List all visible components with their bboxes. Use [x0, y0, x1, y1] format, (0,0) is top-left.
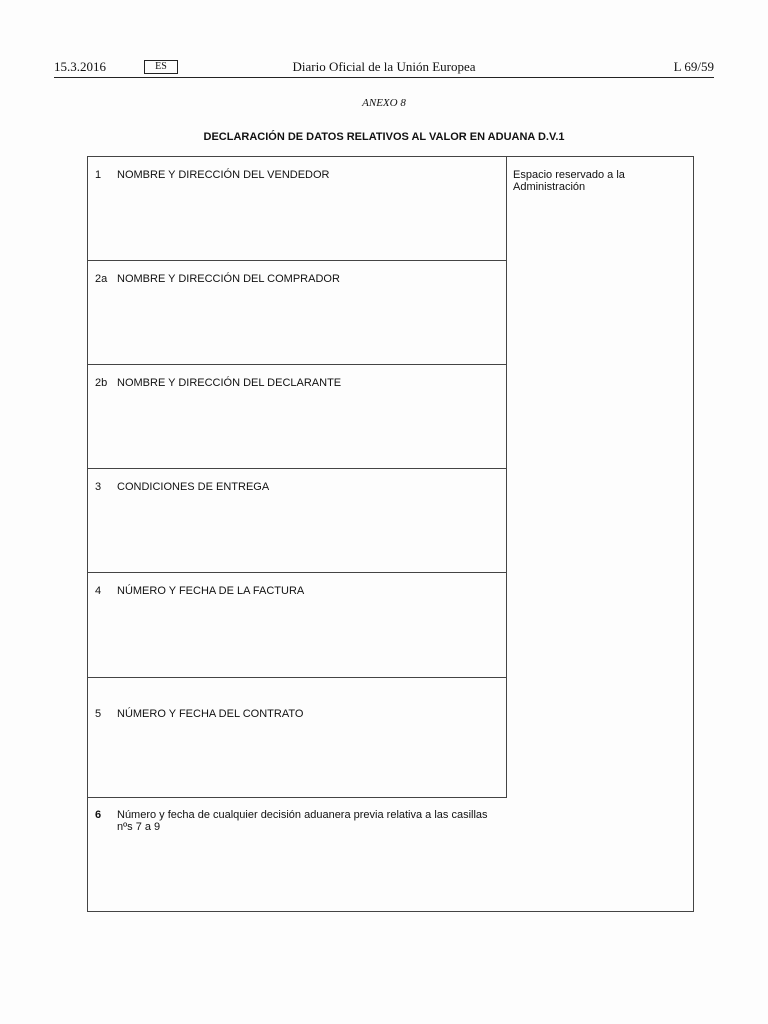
box-5-contract[interactable] — [88, 678, 507, 798]
box-2a-buyer[interactable] — [88, 261, 507, 365]
journal-header — [54, 59, 714, 77]
box-number: 5 — [95, 708, 102, 720]
box-number: 3 — [95, 481, 102, 493]
box-number: 1 — [95, 169, 102, 181]
box-label: NOMBRE Y DIRECCIÓN DEL VENDEDOR — [117, 169, 330, 181]
box-number: 2a — [95, 273, 108, 285]
box-1-seller[interactable] — [88, 157, 507, 261]
journal-title: Diario Oficial de la Unión Europea — [292, 59, 476, 74]
language-badge: ES — [144, 60, 178, 74]
box-number: 4 — [95, 585, 102, 597]
annex-label: ANEXO 8 — [362, 97, 406, 109]
publication-date: 15.3.2016 — [54, 59, 106, 74]
box-2b-declarant[interactable] — [88, 365, 507, 469]
box-label: CONDICIONES DE ENTREGA — [117, 481, 270, 493]
box-label: NÚMERO Y FECHA DEL CONTRATO — [117, 708, 304, 720]
header-rule — [54, 77, 714, 78]
box-number: 6 — [95, 809, 102, 821]
form-title: DECLARACIÓN DE DATOS RELATIVOS AL VALOR EN ADUANA D.V.1 — [203, 131, 565, 143]
box-3-delivery-terms[interactable] — [88, 469, 507, 573]
box-number: 2b — [95, 377, 108, 389]
dv1-form — [87, 156, 694, 912]
box-4-invoice[interactable] — [88, 573, 507, 678]
box-label: Número y fecha de cualquier decisión aduanera previa relativa a las casillas nºs 7 a 9 — [117, 809, 488, 833]
administration-reserved-space: Espacio reservado a la Administración — [513, 169, 625, 193]
page-reference: L 69/59 — [673, 59, 714, 74]
box-label: NOMBRE Y DIRECCIÓN DEL COMPRADOR — [117, 273, 340, 285]
box-label: NÚMERO Y FECHA DE LA FACTURA — [117, 585, 305, 597]
box-label: NOMBRE Y DIRECCIÓN DEL DECLARANTE — [117, 377, 342, 389]
